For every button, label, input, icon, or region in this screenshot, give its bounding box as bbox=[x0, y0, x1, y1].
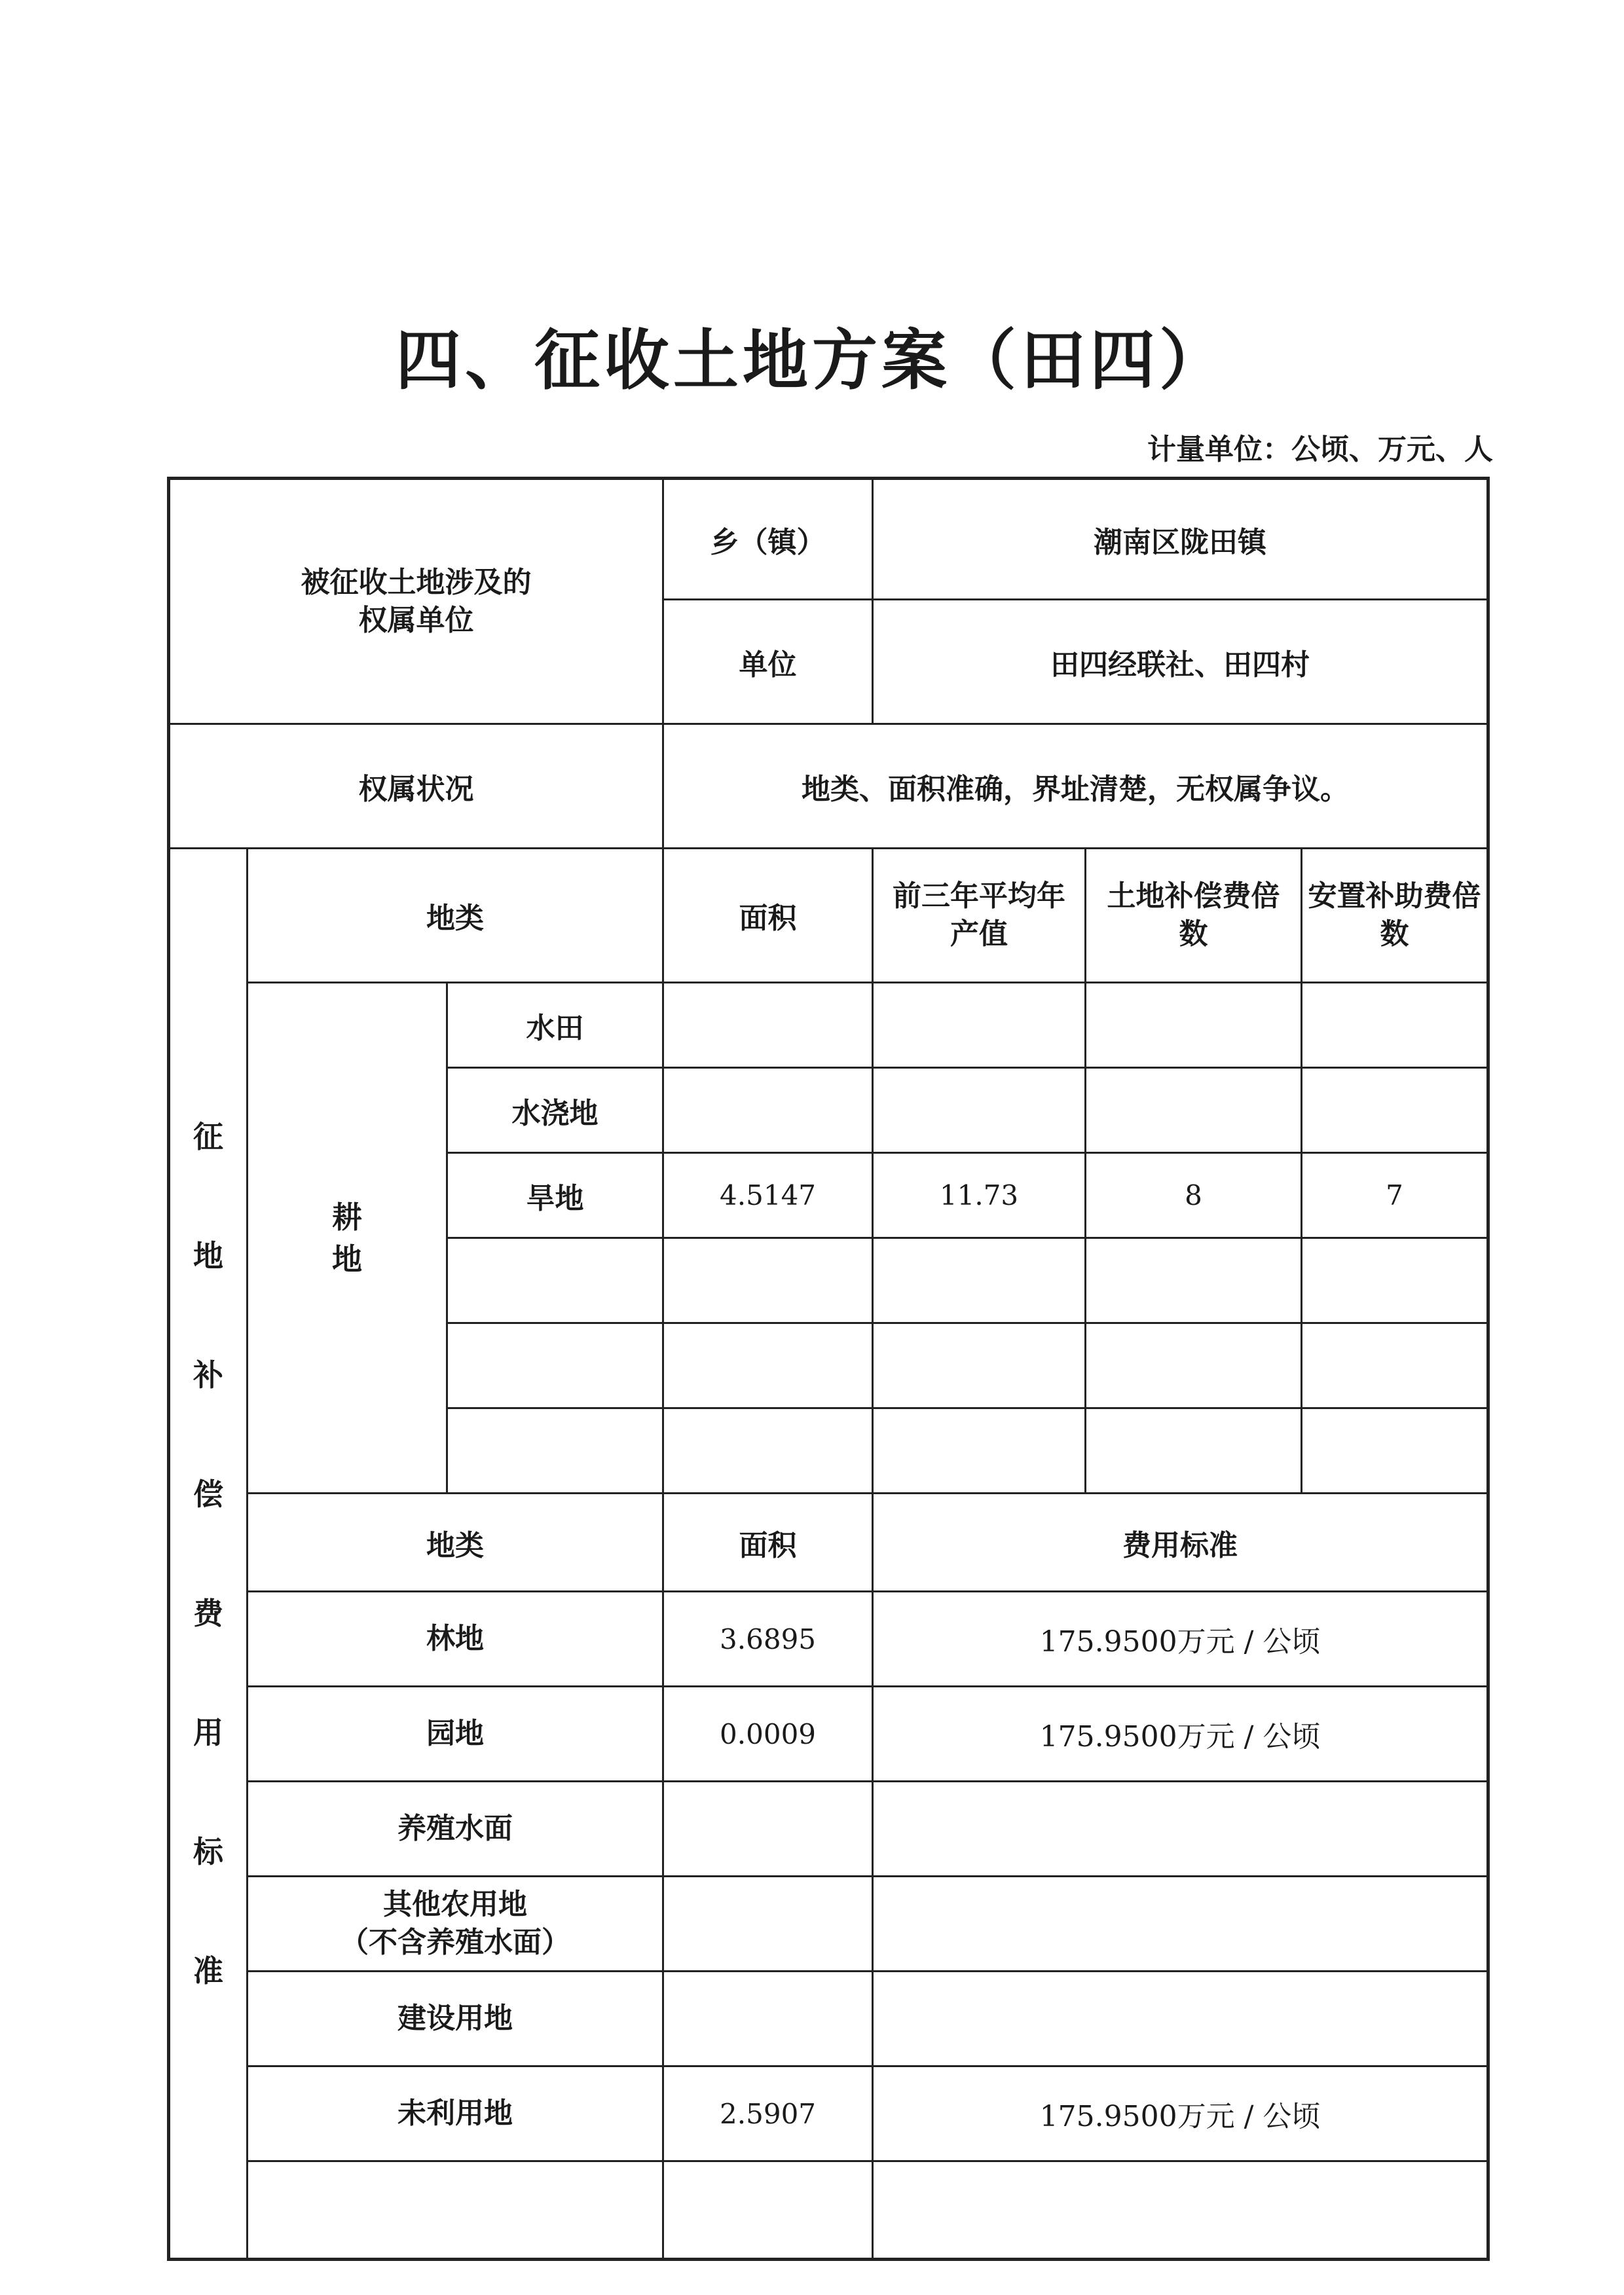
other-land-type-line1: 未利用地 bbox=[397, 2097, 513, 2130]
header-resettle-multiple-line2: 数 bbox=[1380, 917, 1409, 951]
other-land-area: 0.0009 bbox=[663, 1687, 873, 1782]
ownership-status-label: 权属状况 bbox=[169, 724, 663, 849]
other-land-type bbox=[248, 2161, 663, 2260]
header-resettle-multiple bbox=[1302, 849, 1488, 983]
cultivated-land-multiple bbox=[1086, 1323, 1302, 1408]
header-land-multiple-line2: 数 bbox=[1179, 917, 1208, 951]
cultivated-resettle-multiple bbox=[1302, 1323, 1488, 1408]
header-land-type: 地类 bbox=[248, 849, 663, 983]
other-header-area: 面积 bbox=[663, 1494, 873, 1592]
other-land-type bbox=[248, 1592, 663, 1687]
document-title: 四、征收土地方案（田四） bbox=[396, 321, 1228, 399]
other-land-row bbox=[169, 1592, 1488, 1687]
other-land-row bbox=[169, 2066, 1488, 2161]
cultivated-type: 水浇地 bbox=[447, 1068, 663, 1153]
other-land-area bbox=[663, 1782, 873, 1877]
header-land-multiple-line1: 土地补偿费倍 bbox=[1107, 879, 1280, 913]
other-land-type-line1: 园地 bbox=[426, 1717, 485, 1750]
ownership-label-line1: 被征收土地涉及的 bbox=[301, 565, 532, 599]
other-land-area bbox=[663, 1972, 873, 2066]
land-acquisition-table bbox=[167, 477, 1490, 2261]
side-label-char: 用 bbox=[193, 1714, 223, 1750]
cultivated-resettle-multiple bbox=[1302, 983, 1488, 1068]
cultivated-area bbox=[663, 1323, 873, 1408]
side-label-char: 地 bbox=[193, 1238, 223, 1274]
side-label-char: 补 bbox=[193, 1357, 223, 1393]
side-label-char: 准 bbox=[193, 1953, 223, 1989]
other-land-type bbox=[248, 1687, 663, 1782]
cultivated-avg-output: 11.73 bbox=[873, 1153, 1086, 1238]
cultivated-label-line2: 地 bbox=[332, 1241, 362, 1277]
cultivated-avg-output bbox=[873, 1408, 1086, 1494]
other-land-type bbox=[248, 1972, 663, 2066]
cultivated-type: 水田 bbox=[447, 983, 663, 1068]
township-value: 潮南区陇田镇 bbox=[873, 479, 1488, 600]
other-header-standard: 费用标准 bbox=[873, 1494, 1488, 1592]
side-label-char: 标 bbox=[193, 1833, 223, 1869]
header-area: 面积 bbox=[663, 849, 873, 983]
other-header-land-type: 地类 bbox=[248, 1494, 663, 1592]
other-land-row bbox=[169, 2161, 1488, 2260]
cultivated-type bbox=[447, 1408, 663, 1494]
other-land-standard bbox=[873, 1877, 1488, 1972]
other-land-type-line1: 养殖水面 bbox=[397, 1812, 513, 1845]
other-land-row bbox=[169, 1972, 1488, 2066]
other-land-standard: 175.9500万元 / 公顷 bbox=[873, 1687, 1488, 1782]
cultivated-avg-output bbox=[873, 1323, 1086, 1408]
other-land-standard bbox=[873, 1972, 1488, 2066]
cultivated-avg-output bbox=[873, 1238, 1086, 1323]
other-land-standard bbox=[873, 1782, 1488, 1877]
other-land-type-line1: 林地 bbox=[426, 1622, 485, 1655]
cultivated-land-multiple bbox=[1086, 1068, 1302, 1153]
other-land-standard: 175.9500万元 / 公顷 bbox=[873, 1592, 1488, 1687]
cultivated-resettle-multiple: 7 bbox=[1302, 1153, 1488, 1238]
other-land-type-line1: 建设用地 bbox=[397, 2002, 513, 2035]
header-resettle-multiple-line1: 安置补助费倍 bbox=[1308, 879, 1481, 913]
cultivated-header-row bbox=[169, 849, 1488, 983]
cultivated-type: 旱地 bbox=[447, 1153, 663, 1238]
cultivated-area: 4.5147 bbox=[663, 1153, 873, 1238]
other-land-area: 3.6895 bbox=[663, 1592, 873, 1687]
cultivated-type bbox=[447, 1238, 663, 1323]
cultivated-land-multiple bbox=[1086, 1238, 1302, 1323]
cultivated-land-multiple bbox=[1086, 983, 1302, 1068]
other-land-standard: 175.9500万元 / 公顷 bbox=[873, 2066, 1488, 2161]
other-land-type bbox=[248, 2066, 663, 2161]
header-avg-output bbox=[873, 849, 1086, 983]
side-label-char: 费 bbox=[193, 1595, 223, 1631]
compensation-side-label bbox=[169, 849, 248, 2260]
cultivated-row bbox=[169, 983, 1488, 1068]
other-land-header-row bbox=[169, 1494, 1488, 1592]
cultivated-area bbox=[663, 1408, 873, 1494]
cultivated-avg-output bbox=[873, 1068, 1086, 1153]
ownership-row-township bbox=[169, 479, 1488, 600]
other-land-area bbox=[663, 1877, 873, 1972]
unit-value: 田四经联社、田四村 bbox=[873, 600, 1488, 724]
other-land-standard bbox=[873, 2161, 1488, 2260]
ownership-label-line2: 权属单位 bbox=[358, 603, 474, 637]
other-land-row bbox=[169, 1877, 1488, 1972]
township-label: 乡（镇） bbox=[663, 479, 873, 600]
cultivated-land-multiple: 8 bbox=[1086, 1153, 1302, 1238]
ownership-status-row bbox=[169, 724, 1488, 849]
cultivated-area bbox=[663, 1068, 873, 1153]
cultivated-area bbox=[663, 1238, 873, 1323]
other-land-area: 2.5907 bbox=[663, 2066, 873, 2161]
unit-note: 计量单位：公顷、万元、人 bbox=[1147, 433, 1493, 466]
header-avg-output-line1: 前三年平均年 bbox=[893, 879, 1066, 913]
cultivated-land-label bbox=[248, 983, 447, 1494]
other-land-type bbox=[248, 1877, 663, 1972]
cultivated-type bbox=[447, 1323, 663, 1408]
ownership-unit-label bbox=[169, 479, 663, 724]
cultivated-resettle-multiple bbox=[1302, 1238, 1488, 1323]
other-land-type-line2: （不含养殖水面） bbox=[340, 1926, 571, 1959]
header-land-multiple bbox=[1086, 849, 1302, 983]
cultivated-resettle-multiple bbox=[1302, 1408, 1488, 1494]
ownership-status-value: 地类、面积准确，界址清楚，无权属争议。 bbox=[663, 724, 1488, 849]
other-land-type bbox=[248, 1782, 663, 1877]
other-land-area bbox=[663, 2161, 873, 2260]
cultivated-label-line1: 耕 bbox=[332, 1199, 362, 1235]
cultivated-resettle-multiple bbox=[1302, 1068, 1488, 1153]
cultivated-avg-output bbox=[873, 983, 1086, 1068]
other-land-type-line1: 其他农用地 bbox=[383, 1888, 528, 1921]
other-land-row bbox=[169, 1782, 1488, 1877]
unit-label: 单位 bbox=[663, 600, 873, 724]
cultivated-land-multiple bbox=[1086, 1408, 1302, 1494]
cultivated-area bbox=[663, 983, 873, 1068]
side-label-char: 偿 bbox=[193, 1476, 223, 1512]
other-land-row bbox=[169, 1687, 1488, 1782]
side-label-char: 征 bbox=[193, 1118, 223, 1154]
header-avg-output-line2: 产值 bbox=[950, 917, 1008, 951]
